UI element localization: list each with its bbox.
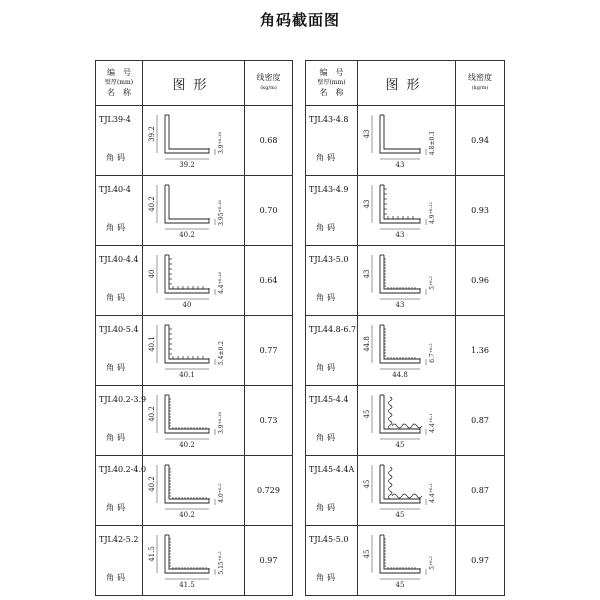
profile-code: TJL40-4 [99, 185, 131, 194]
table-row [306, 246, 505, 316]
profile-outer-edge [380, 395, 420, 433]
header-shape-label: 图形 [143, 61, 245, 106]
height-dimension: 40.2 [148, 196, 156, 212]
base-dimension: 43 [395, 231, 405, 239]
profile-inner-edge [169, 325, 209, 359]
profile-ridges [384, 329, 415, 359]
profile-inner-edge [384, 255, 420, 289]
thickness-dimension: 4.8±0.1 [429, 130, 436, 156]
angle-profile-drawing [358, 386, 456, 455]
profile-inner-edge [169, 115, 209, 149]
height-dimension: 43 [363, 129, 371, 139]
profile-name: 角码 [316, 573, 338, 582]
profile-code: TJL40-4.4 [99, 255, 139, 264]
profile-shape-cell [358, 246, 456, 316]
table-row [96, 316, 293, 386]
profile-name: 角码 [316, 433, 338, 442]
profile-code: TJL45-4.4 [309, 395, 349, 404]
header-code-label: 编 号 [319, 68, 344, 77]
table-row [306, 176, 505, 246]
table-row [96, 246, 293, 316]
table-row [306, 526, 505, 596]
base-dimension: 43 [395, 161, 405, 169]
profile-code-cell [306, 456, 358, 526]
profile-name: 角码 [106, 223, 128, 232]
header-code-cell [96, 61, 143, 106]
height-dimension: 44.8 [363, 336, 371, 352]
thickness-dimension: 4.9⁺⁰·¹² [429, 202, 436, 224]
profile-code-cell [96, 106, 143, 176]
profile-code: TJL40-5.4 [99, 325, 139, 334]
table-row [96, 526, 293, 596]
base-dimension: 45 [395, 441, 405, 449]
profile-ridges [384, 189, 413, 219]
table-header [306, 61, 505, 106]
profile-ridges [389, 467, 423, 499]
profile-inner-edge [384, 535, 420, 569]
table-header [96, 61, 293, 106]
density-value: 1.36 [456, 316, 505, 386]
dimension-lines [157, 465, 215, 509]
profile-name: 角码 [106, 433, 128, 442]
base-dimension: 45 [395, 581, 405, 589]
thickness-dimension: 6.7⁺⁰·² [429, 343, 436, 363]
angle-profile-outline [165, 185, 209, 223]
angle-profile-drawing [143, 246, 245, 315]
profile-code-cell [96, 526, 143, 596]
profile-code-cell [306, 106, 358, 176]
profile-name: 角码 [106, 293, 128, 302]
height-dimension: 40.2 [148, 406, 156, 422]
profile-shape-cell [143, 316, 245, 386]
base-dimension: 40.2 [179, 511, 195, 519]
angle-profile-drawing [143, 176, 245, 245]
height-dimension: 39.2 [148, 126, 156, 142]
profile-shape-cell [143, 526, 245, 596]
density-value: 0.87 [456, 386, 505, 456]
base-dimension: 43 [395, 301, 405, 309]
density-value: 0.97 [456, 526, 505, 596]
density-value: 0.94 [456, 106, 505, 176]
profile-name: 角码 [316, 363, 338, 372]
profile-code: TJL43-4.9 [309, 185, 349, 194]
dimension-lines [157, 395, 215, 439]
table-row [306, 106, 505, 176]
profile-name: 角码 [106, 503, 128, 512]
thickness-dimension: 3.9⁺⁰·¹⁸ [218, 132, 225, 154]
profile-code-cell [306, 316, 358, 386]
profile-outer-edge [165, 395, 209, 433]
dimension-lines [157, 325, 215, 369]
angle-profile-outline [380, 115, 420, 153]
profile-shape-cell [143, 246, 245, 316]
profile-shape-cell [143, 176, 245, 246]
table-row [96, 106, 293, 176]
profile-ridges [169, 399, 206, 429]
height-dimension: 45 [363, 409, 371, 419]
angle-profile-drawing [143, 386, 245, 455]
base-dimension: 44.8 [392, 371, 408, 379]
base-dimension: 40.2 [179, 441, 195, 449]
profile-inner-edge [169, 185, 209, 219]
profile-shape-cell [143, 106, 245, 176]
profile-code: TJL44.8-6.7 [309, 325, 357, 334]
profile-name: 角码 [316, 503, 338, 512]
profile-code-cell [96, 316, 143, 386]
angle-profile-outline [165, 535, 209, 573]
profile-code: TJL40.2-4.0 [99, 465, 147, 474]
density-value: 0.96 [456, 246, 505, 316]
height-dimension: 43 [363, 269, 371, 279]
profile-code: TJL40.2-3.9 [99, 395, 147, 404]
profile-shape-cell [358, 386, 456, 456]
density-value: 0.73 [245, 386, 293, 456]
dimension-lines [157, 255, 215, 299]
profile-shape-cell [358, 526, 456, 596]
thickness-dimension: 4.4⁺⁰·¹⁸ [218, 272, 225, 294]
density-value: 0.77 [245, 316, 293, 386]
profile-code-cell [96, 176, 143, 246]
profile-ridges [389, 397, 423, 429]
header-code-label: 编 号 [107, 68, 131, 77]
profile-inner-edge [384, 115, 420, 149]
profile-inner-edge [169, 465, 209, 499]
profile-table-right [305, 60, 505, 596]
profile-inner-edge [169, 255, 209, 289]
angle-profile-drawing [143, 316, 245, 385]
header-code-cell [306, 61, 358, 106]
density-value: 0.87 [456, 456, 505, 526]
profile-inner-edge [384, 185, 420, 219]
profile-outer-edge [165, 535, 209, 573]
profile-outer-edge [165, 185, 209, 223]
profile-ridges [384, 539, 415, 569]
base-dimension: 40 [182, 301, 192, 309]
header-name-label: 名 称 [319, 88, 344, 97]
profile-code: TJL43-5.0 [309, 255, 349, 264]
thickness-dimension: 4.4⁺⁰·² [429, 483, 436, 503]
profile-inner-edge [384, 325, 420, 359]
profile-outer-edge [165, 465, 209, 503]
angle-profile-drawing [358, 316, 456, 385]
profile-shape-cell [358, 316, 456, 386]
profile-ridges [169, 469, 206, 499]
base-dimension: 40.2 [179, 231, 195, 239]
table-row [306, 386, 505, 456]
angle-profile-outline [165, 465, 209, 503]
profile-name: 角码 [106, 363, 128, 372]
profile-ridges [169, 539, 206, 569]
height-dimension: 43 [363, 199, 371, 209]
profile-name: 角码 [316, 153, 338, 162]
angle-profile-outline [165, 395, 209, 433]
header-density-unit: (kg/m) [260, 85, 277, 91]
base-dimension: 40.1 [179, 371, 195, 379]
angle-profile-drawing [358, 106, 456, 175]
profile-code-cell [306, 526, 358, 596]
profile-outer-edge [165, 115, 209, 153]
angle-profile-drawing [143, 526, 245, 595]
profile-ridges [169, 329, 203, 359]
angle-profile-drawing [143, 106, 245, 175]
page-title: 角码截面图 [259, 11, 340, 29]
header-name-label: 名 称 [107, 88, 131, 97]
table-row [306, 456, 505, 526]
header-density-unit: (kg/m) [471, 85, 489, 91]
profile-code: TJL45-5.0 [309, 535, 349, 544]
base-dimension: 45 [395, 511, 405, 519]
profile-shape-cell [358, 456, 456, 526]
thickness-dimension: 5.15⁺⁰·² [218, 551, 225, 575]
table-row [96, 176, 293, 246]
profile-code-cell [96, 456, 147, 526]
profile-code-cell [96, 386, 147, 456]
angle-profile-outline [380, 465, 420, 503]
profile-shape-cell [358, 176, 456, 246]
profile-inner-edge [169, 395, 209, 429]
thickness-dimension: 5⁺⁰·² [429, 556, 436, 570]
density-value: 0.70 [245, 176, 293, 246]
header-thickness-label: 壁厚(mm) [104, 79, 134, 86]
table-row [96, 456, 293, 526]
density-value: 0.93 [456, 176, 505, 246]
thickness-dimension: 3.95⁺⁰·¹⁸ [218, 200, 225, 226]
header-density-label: 线密度 [468, 73, 492, 82]
density-value: 0.729 [245, 456, 293, 526]
profile-name: 角码 [106, 153, 128, 162]
angle-profile-outline [165, 115, 209, 153]
thickness-dimension: 4.0⁺⁰·² [218, 483, 225, 503]
height-dimension: 40 [148, 269, 156, 279]
angle-profile-drawing [358, 456, 456, 525]
thickness-dimension: 5.4±0.2 [218, 340, 225, 366]
profile-shape-cell [143, 456, 245, 526]
thickness-dimension: 4.4⁺⁰·¹ [429, 413, 436, 433]
profile-name: 角码 [316, 223, 338, 232]
angle-profile-outline [380, 395, 420, 433]
profile-shape-cell [358, 106, 456, 176]
table-row [96, 386, 293, 456]
dimension-lines [157, 115, 215, 159]
profile-name: 角码 [106, 573, 128, 582]
profile-code-cell [96, 246, 143, 316]
profile-code: TJL39-4 [99, 115, 131, 124]
profile-code: TJL45-4.4A [309, 465, 355, 474]
profile-code: TJL42-5.2 [99, 535, 139, 544]
dimension-lines [157, 185, 215, 229]
thickness-dimension: 3.9⁺⁰·¹⁸ [218, 412, 225, 434]
base-dimension: 41.5 [179, 581, 195, 589]
profile-table-left [95, 60, 293, 596]
profile-code-cell [306, 176, 358, 246]
profile-name: 角码 [316, 293, 338, 302]
height-dimension: 40.2 [148, 476, 156, 492]
table-row [306, 316, 505, 386]
profile-ridges [384, 259, 415, 289]
base-dimension: 39.2 [179, 161, 195, 169]
profile-outer-edge [380, 465, 420, 503]
height-dimension: 45 [363, 479, 371, 489]
angle-profile-drawing [358, 246, 456, 315]
height-dimension: 40.1 [148, 336, 156, 352]
header-density-cell [456, 61, 505, 106]
header-density-label: 线密度 [256, 73, 281, 82]
profile-code-cell [306, 386, 358, 456]
height-dimension: 41.5 [148, 546, 156, 562]
angle-profile-drawing [358, 176, 456, 245]
density-value: 0.68 [245, 106, 293, 176]
dimension-lines [157, 535, 215, 579]
height-dimension: 45 [363, 549, 371, 559]
profile-code: TJL43-4.8 [309, 115, 349, 124]
profile-inner-edge [169, 535, 209, 569]
angle-profile-drawing [358, 526, 456, 595]
profile-code-cell [306, 246, 358, 316]
angle-profile-drawing [143, 456, 245, 525]
header-density-cell [245, 61, 293, 106]
header-thickness-label: 壁厚(mm) [317, 79, 346, 86]
profile-shape-cell [143, 386, 245, 456]
profile-ridges [169, 259, 203, 289]
density-value: 0.64 [245, 246, 293, 316]
density-value: 0.97 [245, 526, 293, 596]
profile-outer-edge [380, 115, 420, 153]
thickness-dimension: 5⁺⁰·² [429, 276, 436, 290]
header-shape-label: 图形 [358, 61, 456, 106]
